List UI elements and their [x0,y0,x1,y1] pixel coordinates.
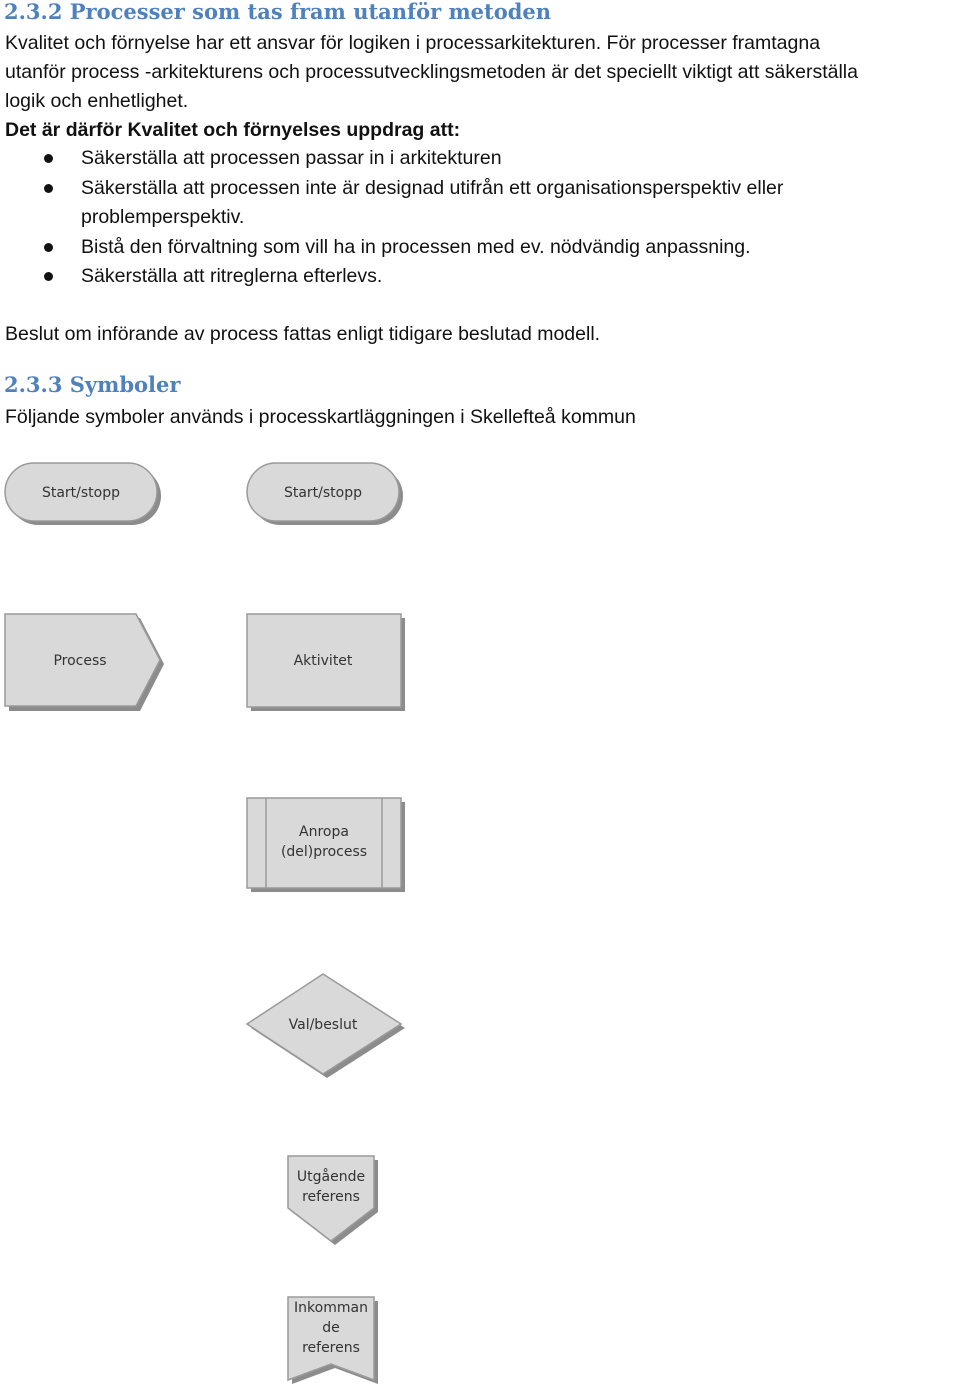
symbol-label: referens [302,1189,360,1205]
incoming-reference-shape [287,1296,379,1386]
decision-text: Beslut om införande av process fattas enligt tidigare beslutad modell. [5,323,601,345]
list-item: Säkerställa att processen passar in i arkitekturen [0,144,783,174]
symbol-label: Start/stopp [283,485,363,501]
intro-line-3: logik och enhetlighet. [5,90,189,112]
symbol-start-stop [246,462,406,528]
list-item: Säkerställa att ritreglerna efterlevs. [0,262,783,292]
symbol-label: Anropa [299,824,349,840]
symbol-decision [246,973,408,1079]
symbol-process [4,613,166,713]
intro-line-1: Kvalitet och förnyelse har ett ansvar för logiken i processarkitekturen. För processer framtagna [5,32,821,54]
symbol-label: Utgående [296,1169,366,1185]
symbol-outgoing-reference [287,1155,379,1247]
symbol-start-stop [4,462,164,528]
symbol-incoming-reference [287,1296,379,1386]
mandate-list [0,144,783,292]
terminator-shape [4,462,164,528]
symbol-label: referens [302,1340,360,1356]
section-heading-2-3-3: 2.3.3 Symboler [4,372,181,397]
terminator-shape [246,462,406,528]
symbol-label: Aktivitet [293,653,353,669]
list-item-continuation: problemperspektiv. [81,206,245,228]
subprocess-shape [246,797,406,893]
list-item: Säkerställa att processen inte är designad utifrån ett organisationsperspektiv eller problemperspektiv. [0,174,783,233]
symbol-label: Start/stopp [41,485,121,501]
process-chevron-shape [4,613,166,713]
section-heading-2-3-2: 2.3.2 Processer som tas fram utanför metoden [4,0,552,24]
symbol-label: Val/beslut [288,1017,358,1033]
symbol-activity [246,613,406,713]
symbol-call-subprocess [246,797,406,893]
activity-rectangle-shape [246,613,406,713]
symbols-intro: Följande symboler används i processkartläggningen i Skellefteå kommun [5,406,636,428]
outgoing-reference-shape [287,1155,379,1247]
symbol-label: Inkomman [294,1300,368,1316]
decision-diamond-shape [246,973,408,1079]
mandate-lead: Det är därför Kvalitet och förnyelses uppdrag att: [5,119,461,141]
intro-line-2: utanför process -arkitekturens och processutvecklingsmetoden är det speciellt viktigt att säkerställa [5,61,858,83]
symbol-label: Process [53,653,107,669]
symbol-label: (del)process [280,844,368,860]
symbol-label: de [322,1320,340,1336]
list-item: Bistå den förvaltning som vill ha in processen med ev. nödvändig anpassning. [0,233,783,263]
